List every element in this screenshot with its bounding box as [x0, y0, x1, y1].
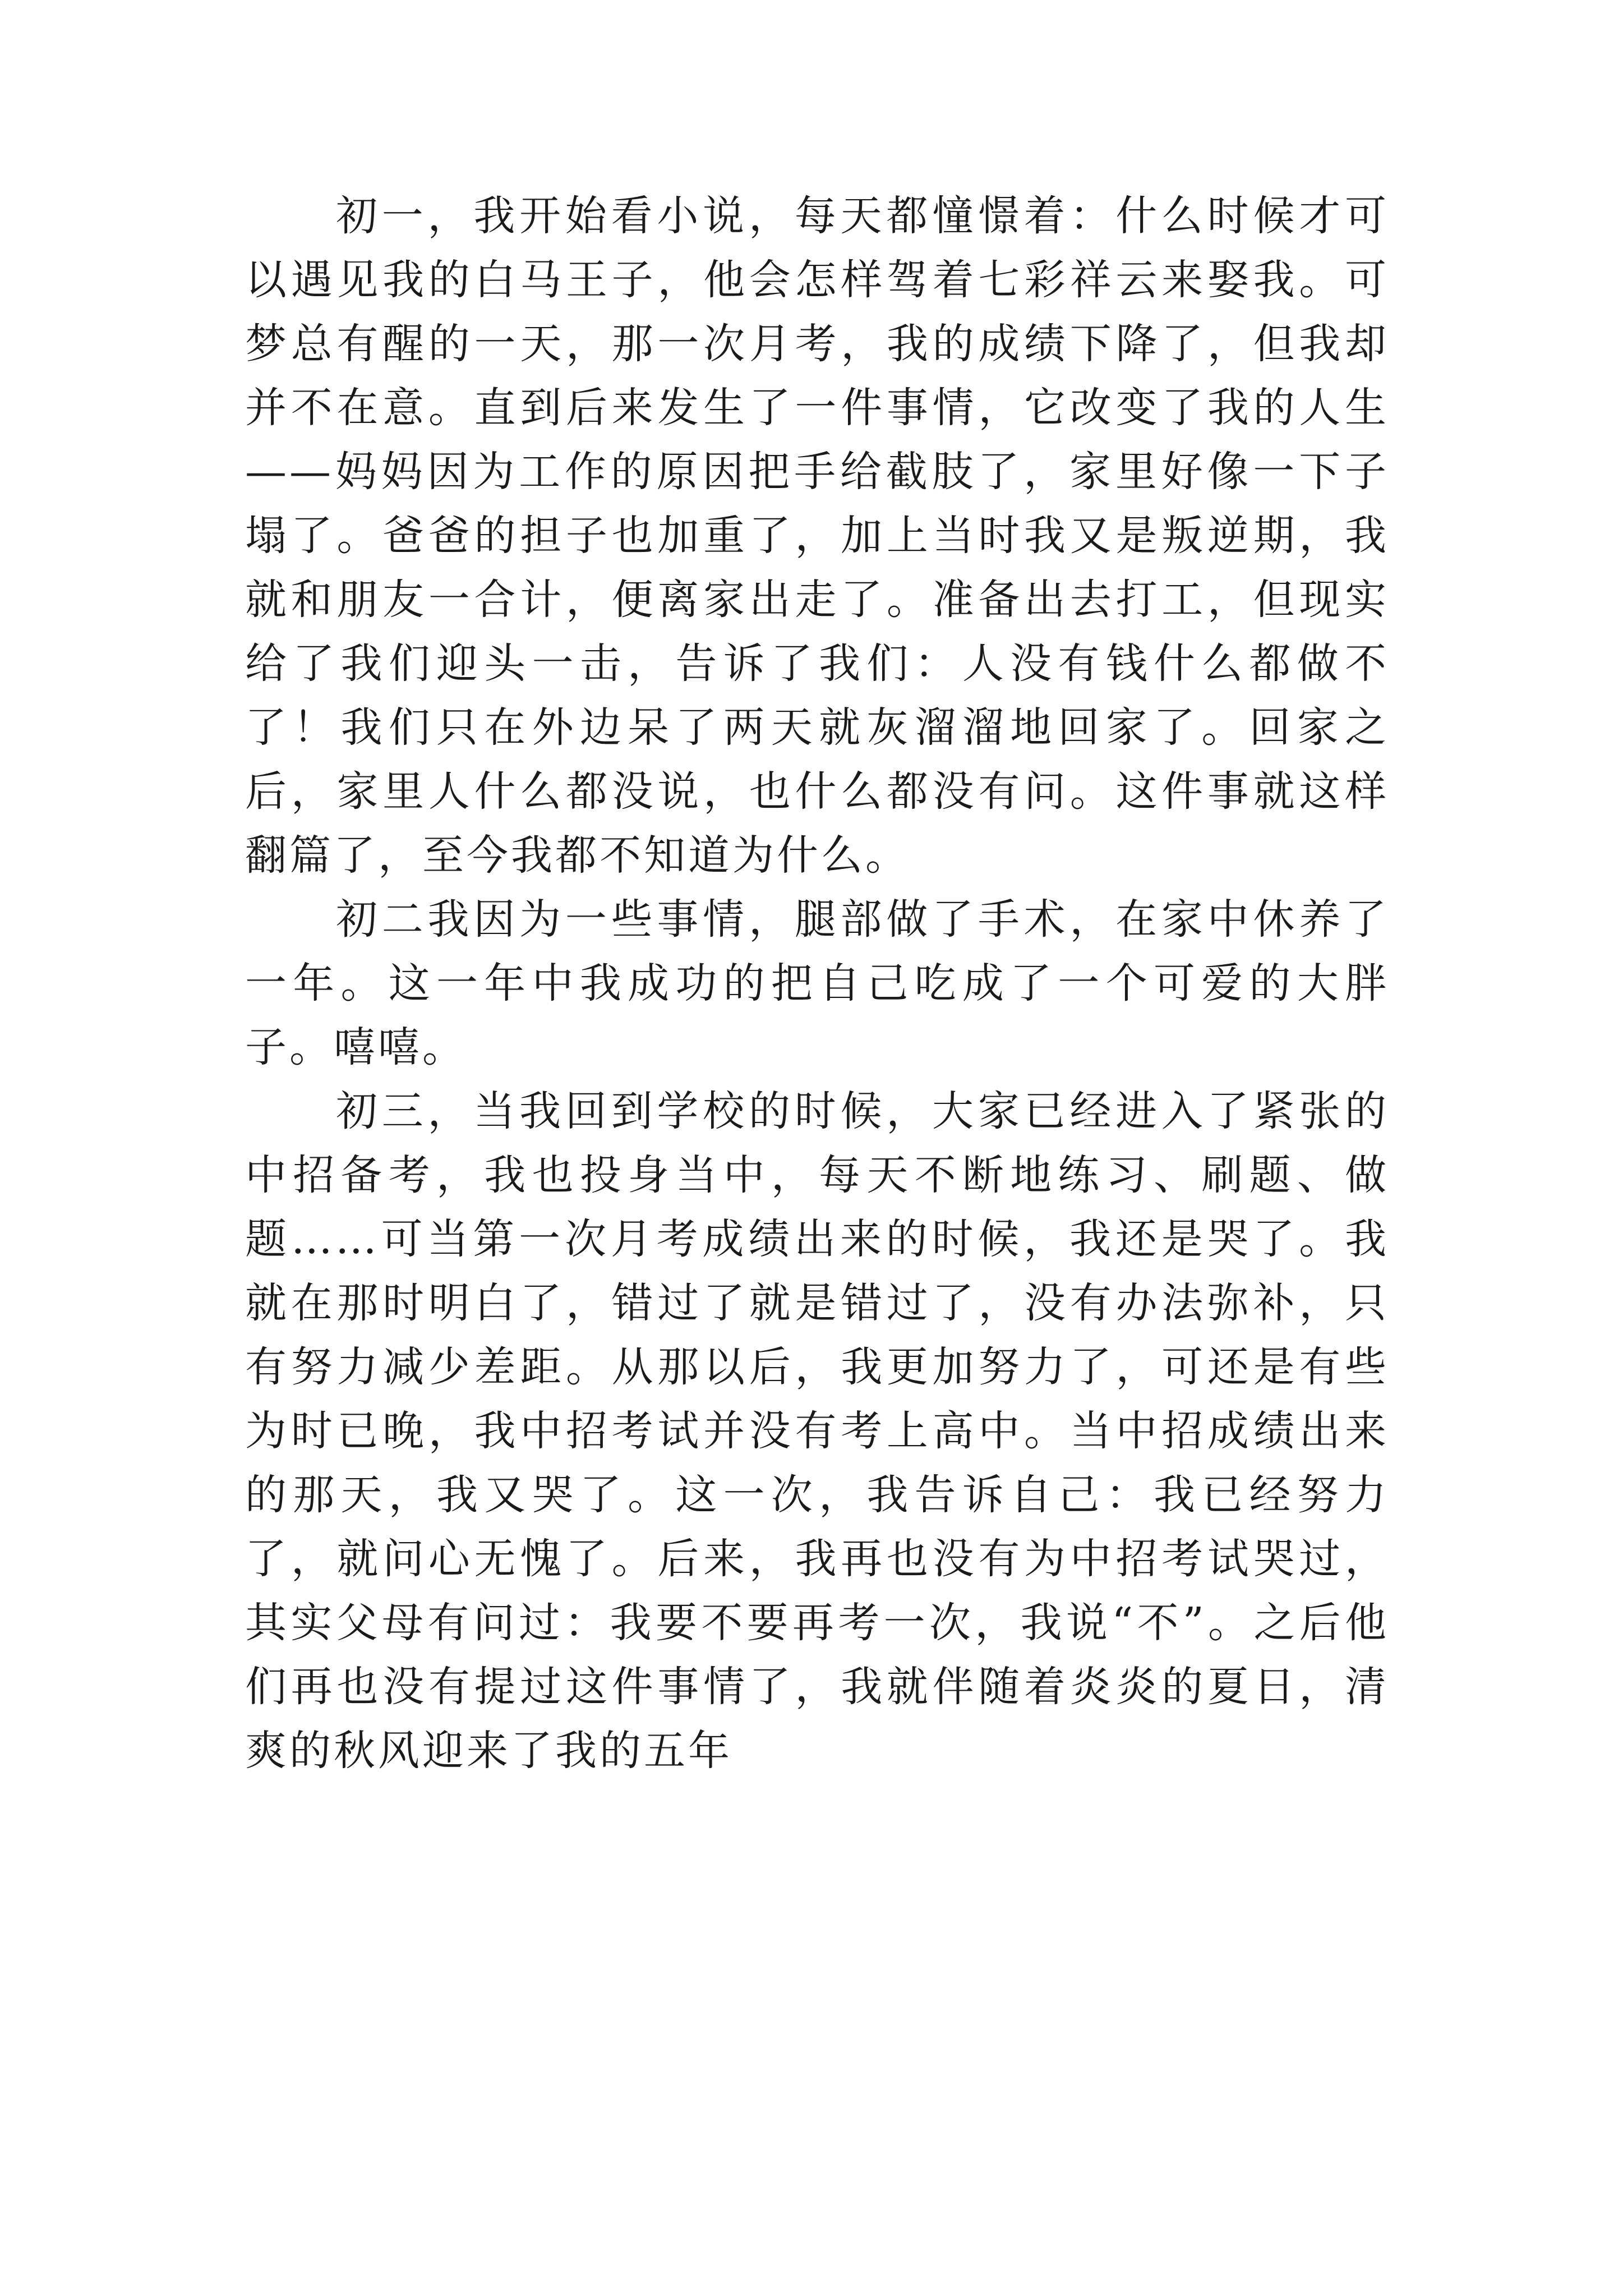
- paragraph-grade-two: 初二我因为一些事情，腿部做了手术，在家中休养了一年。这一年中我成功的把自己吃成了一个可爱的大胖子。嘻嘻。: [245, 895, 1389, 1071]
- paragraph-grade-one: 初一，我开始看小说，每天都憧憬着：什么时候才可以遇见我的白马王子，他会怎样驾着七彩祥云来娶我。可梦总有醒的一天，那一次月考，我的成绩下降了，但我却并不在意。直到后来发生了一件事情，它改变了我的人生——妈妈因为工作的原因把手给截肢了，家里好像一下子塌了。爸爸的担子也加重了，加上当时我又是叛逆期，我就和朋友一合计，便离家出走了。准备出去打工，但现实给了我们迎头一击，告诉了我们：人没有钱什么都做不了！我们只在外边呆了两天就灰溜溜地回家了。回家之后，家里人什么都没说，也什么都没有问。这件事就这样翻篇了，至今我都不知道为什么。: [245, 192, 1389, 880]
- paragraph-grade-three: 初三，当我回到学校的时候，大家已经进入了紧张的中招备考，我也投身当中，每天不断地练习、刷题、做题……可当第一次月考成绩出来的时候，我还是哭了。我就在那时明白了，错过了就是错过了，没有办法弥补，只有努力减少差距。从那以后，我更加努力了，可还是有些为时已晚，我中招考试并没有考上高中。当中招成绩出来的那天，我又哭了。这一次，我告诉自己：我已经努力了，就问心无愧了。后来，我再也没有为中招考试哭过，其实父母有问过：我要不要再考一次，我说“不”。之后他们再也没有提过这件事情了，我就伴随着炎炎的夏日，清爽的秋风迎来了我的五年: [245, 1087, 1389, 1775]
- document-body: [245, 184, 1389, 1783]
